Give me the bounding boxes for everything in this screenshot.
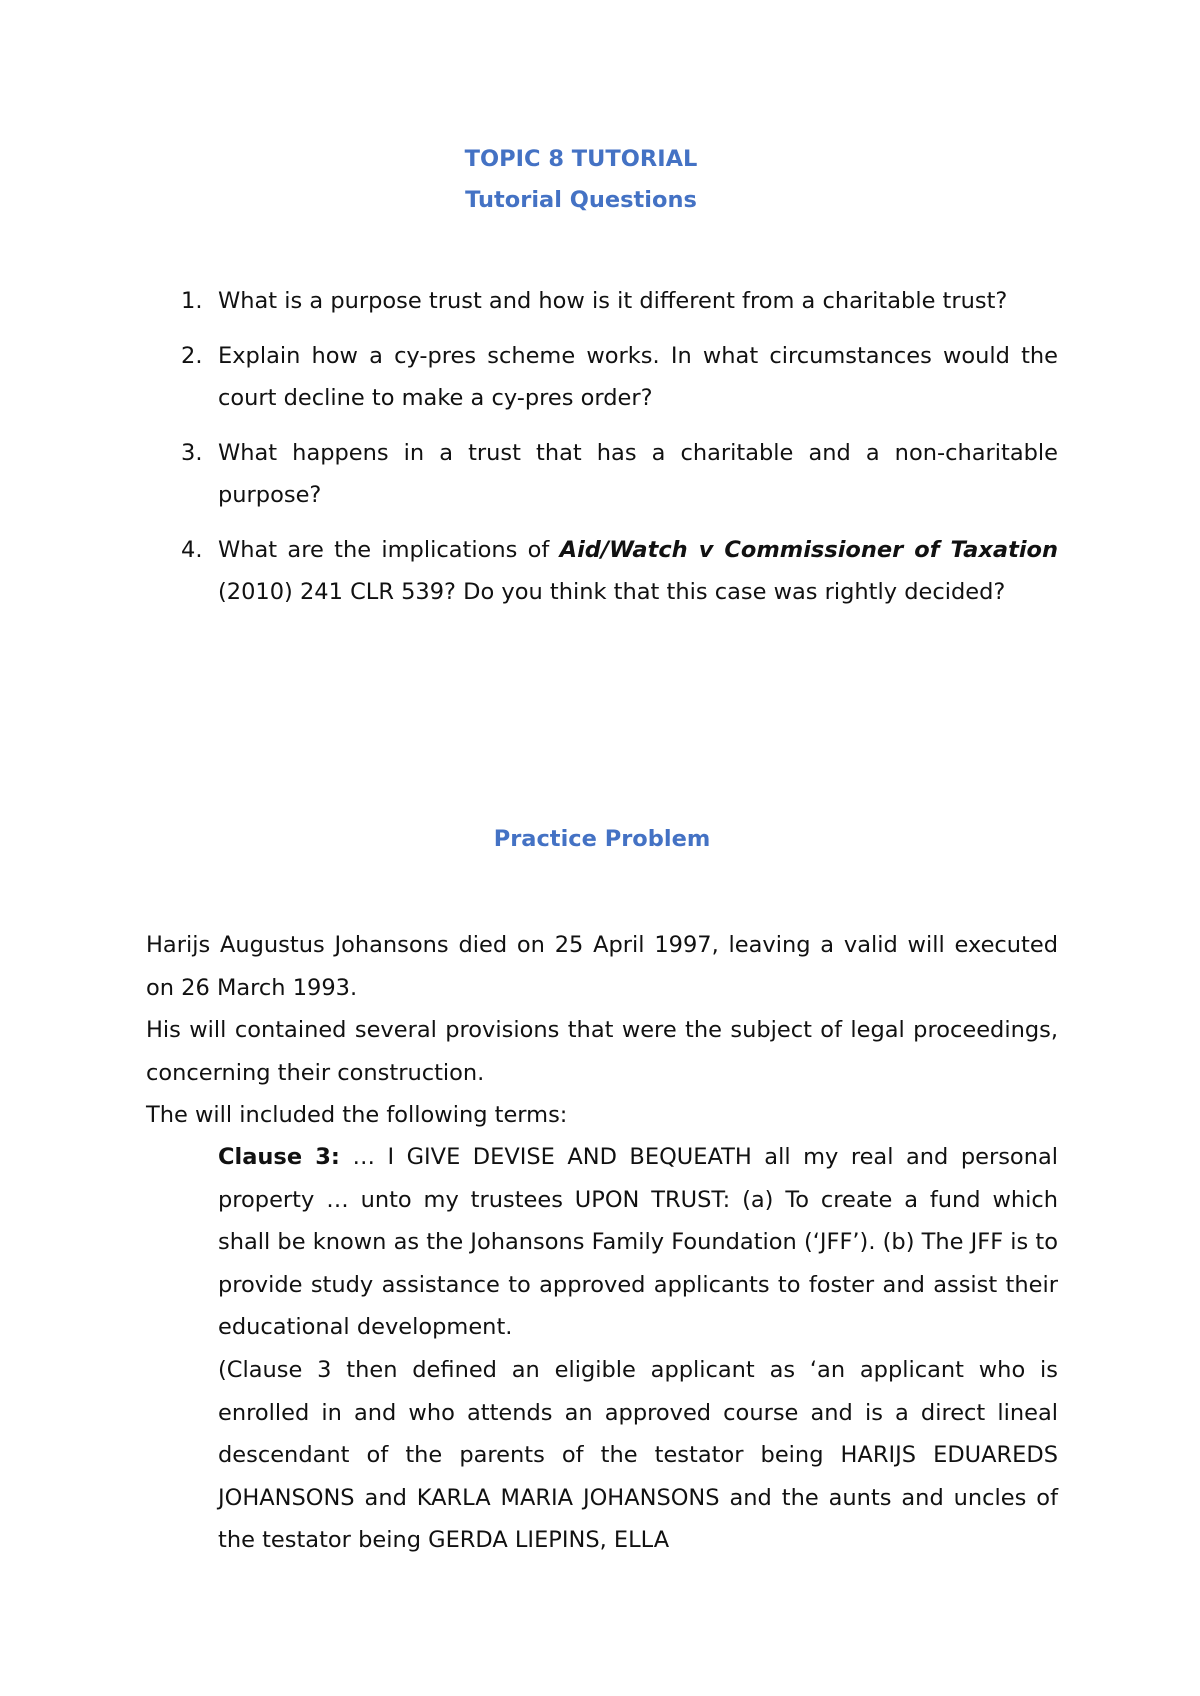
clause-3-note: (Clause 3 then defined an eligible applicant as ‘an applicant who is enrolled in and who attends an approved course and is a direct lineal descendant of the parents of the testator being HARIJS EDUAREDS JOHANSONS and KARLA MARIA JOHANSONS and the aunts and uncles of the testator being GERDA LIEPINS, ELLA bbox=[218, 1357, 1058, 1553]
question-item bbox=[176, 280, 1058, 323]
question-text: Explain how a cy-pres scheme works. In what circumstances would the court decline to make a cy-pres order? bbox=[218, 342, 1058, 411]
section-heading-practice-problem: Practice Problem bbox=[493, 826, 711, 852]
page-title: TOPIC 8 TUTORIAL bbox=[464, 146, 698, 172]
problem-paragraph: Harijs Augustus Johansons died on 25 April 1997, leaving a valid will executed on 26 March 1993. bbox=[146, 932, 1058, 1001]
clause-3 bbox=[218, 1136, 1058, 1349]
question-text-pre: What are the implications of bbox=[218, 536, 560, 563]
problem-paragraph: The will included the following terms: bbox=[146, 1102, 568, 1128]
question-text: What is a purpose trust and how is it different from a charitable trust? bbox=[218, 288, 1008, 314]
clause-label: Clause 3: bbox=[218, 1144, 340, 1170]
question-number: 2. bbox=[181, 342, 203, 369]
problem-paragraph: His will contained several provisions that were the subject of legal proceedings, concerning their construction. bbox=[146, 1017, 1058, 1086]
question-item bbox=[176, 335, 1058, 420]
question-number: 1. bbox=[181, 288, 203, 314]
clause-text: … I GIVE DEVISE AND BEQUEATH all my real and personal property … unto my trustees UPON TRUST: (a) To create a fund which shall be known as the Johansons Family Foundation (‘JFF’). (b) The JFF is to provide study assistance to approved applicants to foster and assist their educational development. bbox=[218, 1144, 1059, 1340]
question-number: 3. bbox=[181, 439, 203, 466]
question-number: 4. bbox=[181, 536, 203, 563]
question-text bbox=[218, 529, 1058, 614]
case-citation: Aid/Watch v Commissioner of Taxation bbox=[559, 536, 1059, 563]
section-heading-tutorial-questions: Tutorial Questions bbox=[465, 187, 697, 213]
question-item bbox=[176, 432, 1058, 517]
question-item bbox=[176, 529, 1058, 614]
question-text: What happens in a trust that has a charitable and a non-charitable purpose? bbox=[218, 439, 1058, 508]
tutorial-questions-list bbox=[176, 280, 1058, 626]
question-text-post: (2010) 241 CLR 539? Do you think that this case was rightly decided? bbox=[218, 579, 1006, 605]
